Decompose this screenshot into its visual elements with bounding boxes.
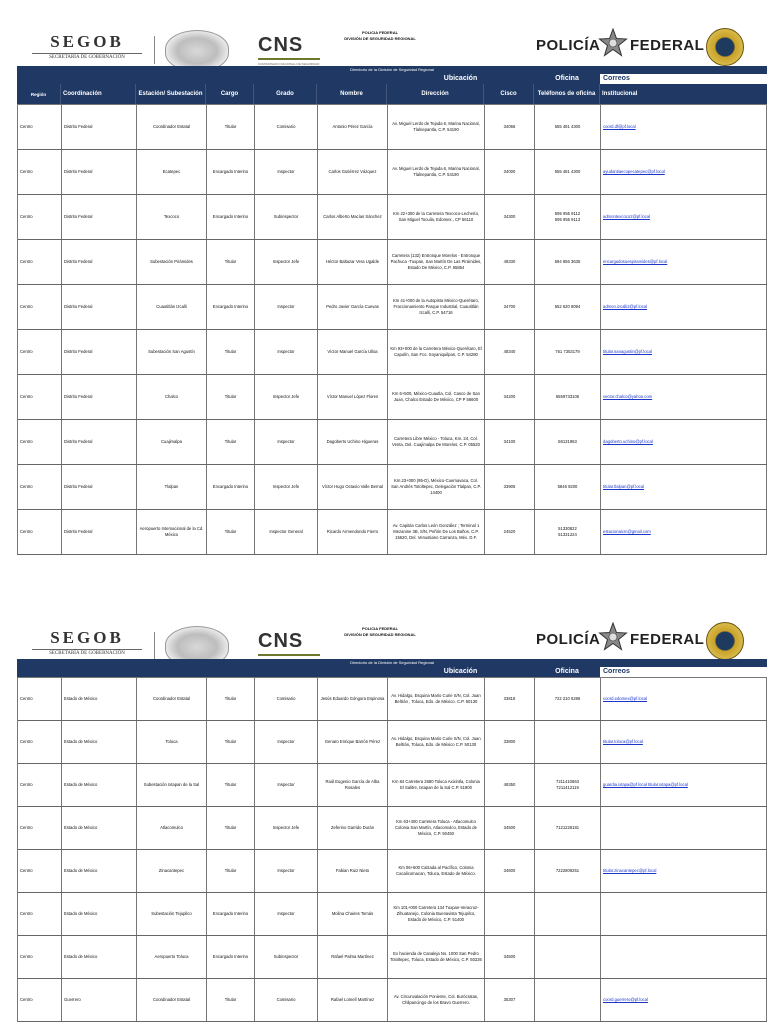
cell-region: Centro bbox=[18, 510, 62, 554]
cell-cargo: Titular bbox=[207, 330, 255, 374]
cell-nombre: Rafael Palma Martínez bbox=[318, 936, 388, 978]
cell-cargo: Titular bbox=[207, 240, 255, 284]
directory-table-1 bbox=[17, 66, 767, 555]
group-oficina: Oficina bbox=[534, 667, 600, 677]
pf-left-word: POLICÍA bbox=[536, 631, 601, 648]
cell-region: Centro bbox=[18, 678, 62, 720]
col-grado: Grado bbox=[254, 84, 317, 104]
pf-right-word: FEDERAL bbox=[630, 37, 705, 54]
cell-coordinacion: Distrito Federal bbox=[62, 375, 137, 419]
cell-direccion: Av. Hidalgo, Esquina Mario Curie S/N, Col. Juan Beltrán, Toluca, Edo. de México C.P. 50130 bbox=[388, 721, 485, 763]
cell-nombre: Genaro Enrique Barrón Pérez bbox=[318, 721, 388, 763]
cell-estacion: Atlacomulco bbox=[137, 807, 207, 849]
table-2-body bbox=[17, 677, 767, 1022]
table-row bbox=[18, 764, 767, 807]
cell-region: Centro bbox=[18, 285, 62, 329]
cell-telefono: 555 481 4300 bbox=[535, 150, 601, 194]
cell-cisco: 34300 bbox=[485, 195, 535, 239]
title-bar: Directorio de la División de Seguridad Regional bbox=[17, 66, 767, 74]
cell-direccion: Km 63+400 Carretera Toluca - Atlacomulco Colonia San Martín, Atlacomulco, Estado de México, C.P. 50450 bbox=[388, 807, 485, 849]
cell-coordinacion: Estado de México bbox=[62, 936, 137, 978]
cell-telefono bbox=[535, 936, 601, 978]
cell-direccion: Av. Circunvalación Poniente, Col. Burócratas, Chilpancingo de los Bravo Guerrero. bbox=[388, 979, 485, 1021]
cell-telefono: 761 7353179 bbox=[535, 330, 601, 374]
cell-coordinacion: Distrito Federal bbox=[62, 510, 137, 554]
cell-correo bbox=[601, 893, 767, 935]
cell-nombre: Rafael Lomelí Martínez bbox=[318, 979, 388, 1021]
group-correos: Correos bbox=[600, 74, 767, 84]
cell-cargo: Titular bbox=[207, 721, 255, 763]
cell-estacion: Zinacantepec bbox=[137, 850, 207, 892]
logo-divider bbox=[154, 36, 155, 64]
cell-region: Centro bbox=[18, 330, 62, 374]
col-nombre: Nombre bbox=[317, 84, 387, 104]
cell-grado: Comisario bbox=[255, 105, 318, 149]
cell-telefono: 58131963 bbox=[535, 420, 601, 464]
table-row bbox=[18, 678, 767, 721]
header-line-1: POLICIA FEDERAL bbox=[361, 30, 399, 35]
cell-correo[interactable]: coord.df@pf.local bbox=[601, 105, 767, 149]
cell-coordinacion: Estado de México bbox=[62, 721, 137, 763]
cell-cargo: Encargado Interino bbox=[207, 285, 255, 329]
cell-estacion: Cuautitlán Izcalli bbox=[137, 285, 207, 329]
cell-grado: Inspector bbox=[255, 764, 318, 806]
cell-correo[interactable]: encargadosuespiramides@pf.local bbox=[601, 240, 767, 284]
cell-region: Centro bbox=[18, 195, 62, 239]
cell-estacion: Subestación Ixtapan de la Sal bbox=[137, 764, 207, 806]
cell-cisco: 48340 bbox=[485, 330, 535, 374]
cell-coordinacion: Distrito Federal bbox=[62, 465, 137, 509]
cell-region: Centro bbox=[18, 150, 62, 194]
cell-estacion: Cuajimalpa bbox=[137, 420, 207, 464]
cell-coordinacion: Estado de México bbox=[62, 893, 137, 935]
cns-name: CNS bbox=[258, 630, 304, 652]
cell-nombre: Fabian Ruiz Nieto bbox=[318, 850, 388, 892]
cell-cisco bbox=[485, 893, 535, 935]
cell-grado: Inspector Jefe bbox=[255, 240, 318, 284]
cell-coordinacion: Estado de México bbox=[62, 764, 137, 806]
cell-nombre: Raúl Eugenio García de Alba Rosales bbox=[318, 764, 388, 806]
cell-cargo: Encargado Interino bbox=[207, 150, 255, 194]
segob-logo bbox=[32, 32, 142, 60]
cell-correo bbox=[601, 807, 767, 849]
cell-direccion: Carretera (132) Entronque Morelos - Entronque Pachuca -Tuxpan, San Martín De Las Pirámides, Estado De México, C.P. 55854 bbox=[388, 240, 485, 284]
federal-police-badge-icon bbox=[706, 28, 744, 66]
cell-cargo: Titular bbox=[207, 807, 255, 849]
table-1-body bbox=[17, 104, 767, 555]
cell-cisco: 24520 bbox=[485, 510, 535, 554]
cell-direccion: Av. Capitán Carlos León González ; Terminal 1 Mezanine 3B, S/N, Peñón De Los Baños, C.P. 15620, Del. Venustiano Carranza, Méx. D.F. bbox=[388, 510, 485, 554]
cell-nombre: Dagoberto Uchino Higueras bbox=[318, 420, 388, 464]
cell-grado: Comisario bbox=[255, 678, 318, 720]
cell-telefono: 5846 9200 bbox=[535, 465, 601, 509]
segob-logo bbox=[32, 628, 142, 656]
cell-cisco: 34066 bbox=[485, 105, 535, 149]
cell-estacion: Toluca bbox=[137, 721, 207, 763]
cell-cisco: 34600 bbox=[485, 850, 535, 892]
cell-nombre: Víctor Hugo Octavio Valle Bernal bbox=[318, 465, 388, 509]
cell-region: Centro bbox=[18, 850, 62, 892]
cell-correo[interactable]: guardia.ixtapa@pf.local titular.ixtapa@pf.local bbox=[601, 764, 767, 806]
cell-cisco: 48330 bbox=[485, 240, 535, 284]
cell-estacion: Aeropuerto Toluca bbox=[137, 936, 207, 978]
cns-name: CNS bbox=[258, 34, 304, 56]
col-telefonos: Teléfonos de oficina bbox=[534, 84, 600, 104]
segob-subtitle: SECRETARÍA DE GOBERNACIÓN bbox=[32, 649, 142, 656]
cell-correo bbox=[601, 936, 767, 978]
cell-telefono bbox=[535, 721, 601, 763]
cell-cisco: 34500 bbox=[485, 807, 535, 849]
cell-cargo: Titular bbox=[207, 979, 255, 1021]
star-icon bbox=[598, 28, 628, 58]
table-row bbox=[18, 850, 767, 893]
cell-cargo: Encargado Interino bbox=[207, 893, 255, 935]
cell-nombre: Ricardo Armendondo Fierro bbox=[318, 510, 388, 554]
cell-telefono: 595 955 9112 595 955 9113 bbox=[535, 195, 601, 239]
cell-cargo: Titular bbox=[207, 420, 255, 464]
table-row bbox=[18, 510, 767, 555]
cell-cargo: Titular bbox=[207, 510, 255, 554]
cell-region: Centro bbox=[18, 893, 62, 935]
cell-estacion: Coordinador Estatal bbox=[137, 678, 207, 720]
pf-right-word: FEDERAL bbox=[630, 631, 705, 648]
cell-nombre: Víctor Manuel García Ulloa bbox=[318, 330, 388, 374]
cell-cisco: 34100 bbox=[485, 420, 535, 464]
directory-table-2 bbox=[17, 659, 767, 1022]
cell-region: Centro bbox=[18, 979, 62, 1021]
cell-estacion: Subestación San Agustín bbox=[137, 330, 207, 374]
cell-region: Centro bbox=[18, 240, 62, 284]
cell-cargo: Encargado Interino bbox=[207, 936, 255, 978]
cell-cisco: 33800 bbox=[485, 721, 535, 763]
cell-region: Centro bbox=[18, 420, 62, 464]
cell-coordinacion: Distrito Federal bbox=[62, 330, 137, 374]
cell-telefono bbox=[535, 979, 601, 1021]
cell-cargo: Titular bbox=[207, 764, 255, 806]
cell-direccion: Km 84 Carretera 2680 Toluca Axixintla, Colonia El Salitre, Ixtapan de la Sal C.P. 51900 bbox=[388, 764, 485, 806]
cell-telefono: 594 956 3635 bbox=[535, 240, 601, 284]
pf-left-word: POLICÍA bbox=[536, 37, 601, 54]
cell-estacion: Subestación Tejupilco bbox=[137, 893, 207, 935]
cell-cisco: 34500 bbox=[485, 936, 535, 978]
cell-nombre: Víctor Manuel López Flores bbox=[318, 375, 388, 419]
cell-cisco: 34000 bbox=[485, 150, 535, 194]
cell-coordinacion: Guerrero bbox=[62, 979, 137, 1021]
group-ubicacion: Ubicación bbox=[387, 74, 534, 84]
col-institucional: Institucional bbox=[602, 91, 638, 97]
group-header-row bbox=[17, 74, 767, 84]
cell-region: Centro bbox=[18, 375, 62, 419]
cell-direccion: Km 101+000 Carretera 134 Tuxpan-Veracruz-Zihuatanejo, Colonia Buenavista Tejupilco, Estado de México, C.P. 51400 bbox=[388, 893, 485, 935]
cell-cargo: Encargado Interino bbox=[207, 465, 255, 509]
col-region: Región bbox=[17, 84, 61, 104]
table-row bbox=[18, 195, 767, 240]
cell-direccion: Km 6+500, México-Cuautla, Col. Casco de San Juan, Chalco Estado De México, CP P 56600 bbox=[388, 375, 485, 419]
cell-region: Centro bbox=[18, 105, 62, 149]
header-line-2: DIVISIÓN DE SEGURIDAD REGIONAL bbox=[344, 36, 416, 41]
cell-grado: Comisario bbox=[255, 979, 318, 1021]
cell-correo[interactable]: vector.chalco@yahoo.com bbox=[601, 375, 767, 419]
logo-divider bbox=[154, 632, 155, 660]
table-row bbox=[18, 807, 767, 850]
cell-nombre: Carlos Gutiérrez Vázquez bbox=[318, 150, 388, 194]
cell-cargo: Titular bbox=[207, 375, 255, 419]
cns-logo bbox=[258, 630, 320, 662]
cell-coordinacion: Distrito Federal bbox=[62, 420, 137, 464]
cell-direccion: Km 06+600 Calzada al Pacífico, Colonia Cacalicomacan, Toluca, Estado de México. bbox=[388, 850, 485, 892]
group-correos: Correos bbox=[600, 667, 767, 677]
header-center-text bbox=[330, 626, 430, 638]
cell-cisco: 34200 bbox=[485, 375, 535, 419]
cell-nombre: Antonio Pérez García bbox=[318, 105, 388, 149]
cell-telefono: 722 210 5286 bbox=[535, 678, 601, 720]
cell-cargo: Titular bbox=[207, 850, 255, 892]
cell-coordinacion: Distrito Federal bbox=[62, 150, 137, 194]
table-row bbox=[18, 893, 767, 936]
cns-logo bbox=[258, 34, 320, 66]
table-row bbox=[18, 150, 767, 195]
cell-correo[interactable]: coord.edomex@pf.local bbox=[601, 678, 767, 720]
cell-coordinacion: Distrito Federal bbox=[62, 240, 137, 284]
header-center-text bbox=[330, 30, 430, 42]
cell-coordinacion: Estado de México bbox=[62, 850, 137, 892]
cell-grado: Subinspector bbox=[255, 936, 318, 978]
cell-telefono: 7222809251 bbox=[535, 850, 601, 892]
cell-grado: Inspector bbox=[255, 893, 318, 935]
table-row bbox=[18, 240, 767, 285]
cell-coordinacion: Distrito Federal bbox=[62, 105, 137, 149]
cell-telefono: 7121228181 bbox=[535, 807, 601, 849]
cell-coordinacion: Estado de México bbox=[62, 678, 137, 720]
table-row bbox=[18, 420, 767, 465]
col-direccion: Dirección bbox=[387, 84, 484, 104]
cell-correo[interactable]: estacionaicm@gmail.com bbox=[601, 510, 767, 554]
cell-nombre: Jesús Eduardo Góngora Espinosa bbox=[318, 678, 388, 720]
cell-coordinacion: Distrito Federal bbox=[62, 195, 137, 239]
cell-direccion: Km.23+000 (95-D), México-Cuernavaca, Col. San Andrés Totoltepec, Delegación Tlalpan, C.P. 14400 bbox=[388, 465, 485, 509]
cell-direccion: Ex hacienda de Canaleja No. 1000 San Pedro Totoltepec, Toluca, Estado de México, C.P. 50226 bbox=[388, 936, 485, 978]
cell-grado: Inspector bbox=[255, 330, 318, 374]
segob-name: SEGOB bbox=[50, 628, 124, 647]
table-row bbox=[18, 375, 767, 420]
table-row bbox=[18, 330, 767, 375]
cell-grado: Inspector bbox=[255, 850, 318, 892]
cell-estacion: Ecatepec bbox=[137, 150, 207, 194]
header-line-1: POLICIA FEDERAL bbox=[361, 626, 399, 631]
cell-nombre: Zeferino Garrido Durán bbox=[318, 807, 388, 849]
cell-correo[interactable]: titular.tlalpan@pf.local bbox=[601, 465, 767, 509]
cell-region: Centro bbox=[18, 936, 62, 978]
cell-cargo: Titular bbox=[207, 105, 255, 149]
cell-estacion: Texcoco bbox=[137, 195, 207, 239]
cell-cisco: 35307 bbox=[485, 979, 535, 1021]
cell-nombre: Pedro Javier García Cuevas bbox=[318, 285, 388, 329]
col-estacion: Estación/ Subestación bbox=[136, 84, 206, 104]
cell-grado: Inspector bbox=[255, 150, 318, 194]
cell-direccion: Av. Hidalgo, Esquina Mario Curie S/N, Col. Juan Beltrán , Toluca, Edo. de México. C.P. 50130 bbox=[388, 678, 485, 720]
cell-cargo: Titular bbox=[207, 678, 255, 720]
cell-estacion: Chalco bbox=[137, 375, 207, 419]
cell-cisco: 33905 bbox=[485, 465, 535, 509]
cell-direccion: Km 22+300 de la Carretera Texcoco-Lechería, San Miguel Tocuila, Edomex., CP 56110 bbox=[388, 195, 485, 239]
cell-grado: Inspector bbox=[255, 420, 318, 464]
cell-grado: Inspector bbox=[255, 721, 318, 763]
federal-police-badge-icon bbox=[706, 622, 744, 660]
cell-cargo: Encargado Interino bbox=[207, 195, 255, 239]
cell-grado: Inspector bbox=[255, 285, 318, 329]
col-cargo: Cargo bbox=[206, 84, 254, 104]
cell-grado: Inspector Jefe bbox=[255, 807, 318, 849]
table-row bbox=[18, 979, 767, 1022]
cell-correo[interactable]: titular.sanagustin@pf.local bbox=[601, 330, 767, 374]
cell-estacion: Tlalpan bbox=[137, 465, 207, 509]
cell-cisco: 34700 bbox=[485, 285, 535, 329]
segob-subtitle: SECRETARÍA DE GOBERNACIÓN bbox=[32, 53, 142, 60]
cell-direccion: Km 93+000 de la Carretera México-Querétaro, El Capulín, San Fco. Soyaniquilpan, C.P. 54280 bbox=[388, 330, 485, 374]
cell-correo[interactable]: admontexcoco2@pf.local bbox=[601, 195, 767, 239]
cell-coordinacion: Estado de México bbox=[62, 807, 137, 849]
cell-correo[interactable]: titular.zinacantepec@pf.local bbox=[601, 850, 767, 892]
cell-correo[interactable]: titular.toluca@pf.local bbox=[601, 721, 767, 763]
cell-grado: Inspector Jefe bbox=[255, 465, 318, 509]
cell-coordinacion: Distrito Federal bbox=[62, 285, 137, 329]
group-ubicacion: Ubicación bbox=[387, 667, 534, 677]
cell-telefono: 555 481 4300 bbox=[535, 105, 601, 149]
cell-nombre: Héctor Baltazar Vera Ugalde bbox=[318, 240, 388, 284]
cell-cisco: 48350 bbox=[485, 764, 535, 806]
cell-correo[interactable]: ayudantiaecopecatepec@pf.local bbox=[601, 150, 767, 194]
cell-region: Centro bbox=[18, 764, 62, 806]
cell-nombre: Carlos Alberto Macías Sánchez bbox=[318, 195, 388, 239]
cell-direccion: Km 41+000 de la Autopista México-Querétaro, Fraccionamiento Parque Industrial, Cuautitlán Izcalli, C.P. 54716 bbox=[388, 285, 485, 329]
cell-direccion: Av. Miguel Lerdo de Tejada 6, Marina Nacional, Tlalnepantla, C.P. 54190 bbox=[388, 105, 485, 149]
cell-estacion: Aeropuerto Internacional de la Cd. México bbox=[137, 510, 207, 554]
cns-subtitle: COMISIONADO NACIONAL DE SEGURIDAD bbox=[258, 62, 320, 66]
cell-nombre: Molina Chaires Tomás bbox=[318, 893, 388, 935]
star-icon bbox=[598, 622, 628, 652]
cell-telefono: 5559733106 bbox=[535, 375, 601, 419]
col-cisco: Cisco bbox=[484, 84, 534, 104]
cell-grado: Inspector General bbox=[255, 510, 318, 554]
group-oficina: Oficina bbox=[534, 74, 600, 84]
group-header-row bbox=[17, 667, 767, 677]
table-row bbox=[18, 721, 767, 764]
cell-telefono: 552 620 8094 bbox=[535, 285, 601, 329]
cell-direccion: Av. Miguel Lerdo de Tejada 6, Marina Nacional, Tlalnepantla, C.P. 54190 bbox=[388, 150, 485, 194]
cell-region: Centro bbox=[18, 721, 62, 763]
col-coordinacion: Coordinación bbox=[61, 84, 136, 104]
cell-telefono bbox=[535, 893, 601, 935]
cell-region: Centro bbox=[18, 807, 62, 849]
cell-estacion: Subestación Pirámides bbox=[137, 240, 207, 284]
segob-name: SEGOB bbox=[50, 32, 124, 51]
cell-correo[interactable]: admon.izcalli2@pf.local bbox=[601, 285, 767, 329]
cell-correo[interactable]: coord.guerrero@pf.local bbox=[601, 979, 767, 1021]
cell-direccion: Carretera Libre México - Toluca, Km. 24, Col. Venta, Del. Cuajimalpa De Morelos, C.P. 05520 bbox=[388, 420, 485, 464]
cell-cisco: 33818 bbox=[485, 678, 535, 720]
title-bar: Directorio de la División de Seguridad Regional bbox=[17, 659, 767, 667]
cell-telefono: 7211410663 7211412119 bbox=[535, 764, 601, 806]
cell-telefono: 51330822 51331224 bbox=[535, 510, 601, 554]
cell-correo[interactable]: dagoberto.uchino@pf.local bbox=[601, 420, 767, 464]
cell-estacion: Coordinador Estatal bbox=[137, 105, 207, 149]
table-row bbox=[18, 285, 767, 330]
cell-estacion: Coordinador Estatal bbox=[137, 979, 207, 1021]
table-row bbox=[18, 465, 767, 510]
header-line-2: DIVISIÓN DE SEGURIDAD REGIONAL bbox=[344, 632, 416, 637]
cell-region: Centro bbox=[18, 465, 62, 509]
column-header-row bbox=[17, 84, 767, 104]
table-row bbox=[18, 105, 767, 150]
cell-grado: Subinspector bbox=[255, 195, 318, 239]
table-row bbox=[18, 936, 767, 979]
cell-grado: Inspector Jefe bbox=[255, 375, 318, 419]
